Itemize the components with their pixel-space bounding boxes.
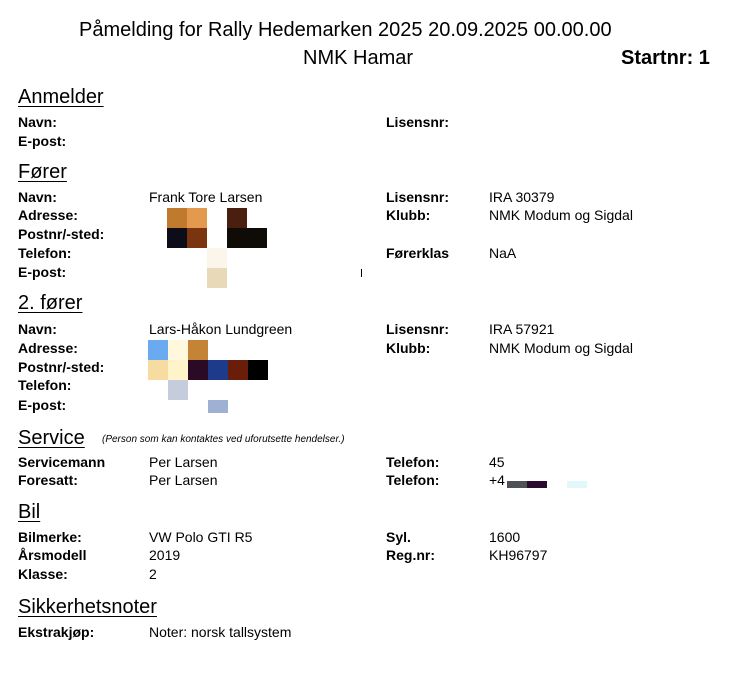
forer-lisensnr-value: IRA 30379 <box>489 189 555 205</box>
service-telefon2-value: +4 <box>489 472 505 488</box>
forer2-adresse-label: Adresse: <box>18 340 78 356</box>
forer-forerklas-value: NaA <box>489 245 517 261</box>
forer-navn-label: Navn: <box>18 189 57 205</box>
anmelder-epost-label: E-post: <box>18 133 67 149</box>
service-telefon1-label: Telefon: <box>386 454 440 470</box>
service-note: (Person som kan kontaktes ved uforutsette hendelser.) <box>102 434 345 445</box>
syl-value: 1600 <box>489 529 521 545</box>
document-title: Påmelding for Rally Hedemarken 2025 20.09.2025 00.00.00 <box>79 19 612 41</box>
forer2-navn-value: Lars-Håkon Lundgreen <box>149 321 293 337</box>
arsmodell-value: 2019 <box>149 547 181 563</box>
forer2-navn-label: Navn: <box>18 321 57 337</box>
regnr-value: KH96797 <box>489 547 548 563</box>
syl-label: Syl. <box>386 529 411 545</box>
forer2-postnr-label: Postnr/-sted: <box>18 359 105 375</box>
forer-postnr-label: Postnr/-sted: <box>18 226 105 242</box>
bilmerke-label: Bilmerke: <box>18 529 82 545</box>
ekstrakjop-label: Ekstrakjøp: <box>18 624 95 640</box>
ekstrakjop-value: Noter: norsk tallsystem <box>149 624 292 640</box>
forer2-lisensnr-label: Lisensnr: <box>386 321 450 337</box>
forer2-epost-label: E-post: <box>18 397 67 413</box>
forer-adresse-label: Adresse: <box>18 207 78 223</box>
section-sikkerhetsnoter: Sikkerhetsnoter <box>18 596 157 618</box>
forer-lisensnr-label: Lisensnr: <box>386 189 450 205</box>
service-telefon2-label: Telefon: <box>386 472 440 488</box>
regnr-label: Reg.nr: <box>386 547 435 563</box>
organizer-club: NMK Hamar <box>303 47 414 69</box>
forer2-telefon-label: Telefon: <box>18 377 72 393</box>
section-forer2: 2. fører <box>18 292 83 314</box>
service-telefon1-value: 45 <box>489 454 505 470</box>
forer2-klubb-value: NMK Modum og Sigdal <box>489 340 633 356</box>
foresatt-label: Foresatt: <box>18 472 78 488</box>
forer-navn-value: Frank Tore Larsen <box>149 189 263 205</box>
forer-epost-label: E-post: <box>18 264 67 280</box>
foresatt-value: Per Larsen <box>149 472 218 488</box>
arsmodell-label: Årsmodell <box>18 547 87 563</box>
klasse-label: Klasse: <box>18 566 68 582</box>
section-anmelder: Anmelder <box>18 86 104 108</box>
forer-klubb-value: NMK Modum og Sigdal <box>489 207 633 223</box>
forer2-lisensnr-value: IRA 57921 <box>489 321 555 337</box>
forer-forerklas-label: Førerklas <box>386 245 450 261</box>
forer-klubb-label: Klubb: <box>386 207 431 223</box>
section-service: Service <box>18 427 85 449</box>
klasse-value: 2 <box>149 566 157 582</box>
servicemann-label: Servicemann <box>18 454 106 470</box>
section-forer: Fører <box>18 161 67 183</box>
start-number: Startnr: 1 <box>621 47 710 69</box>
anmelder-navn-label: Navn: <box>18 114 57 130</box>
section-bil: Bil <box>18 501 41 523</box>
bilmerke-value: VW Polo GTI R5 <box>149 529 253 545</box>
servicemann-value: Per Larsen <box>149 454 218 470</box>
forer2-klubb-label: Klubb: <box>386 340 431 356</box>
forer-telefon-label: Telefon: <box>18 245 72 261</box>
anmelder-lisensnr-label: Lisensnr: <box>386 114 450 130</box>
